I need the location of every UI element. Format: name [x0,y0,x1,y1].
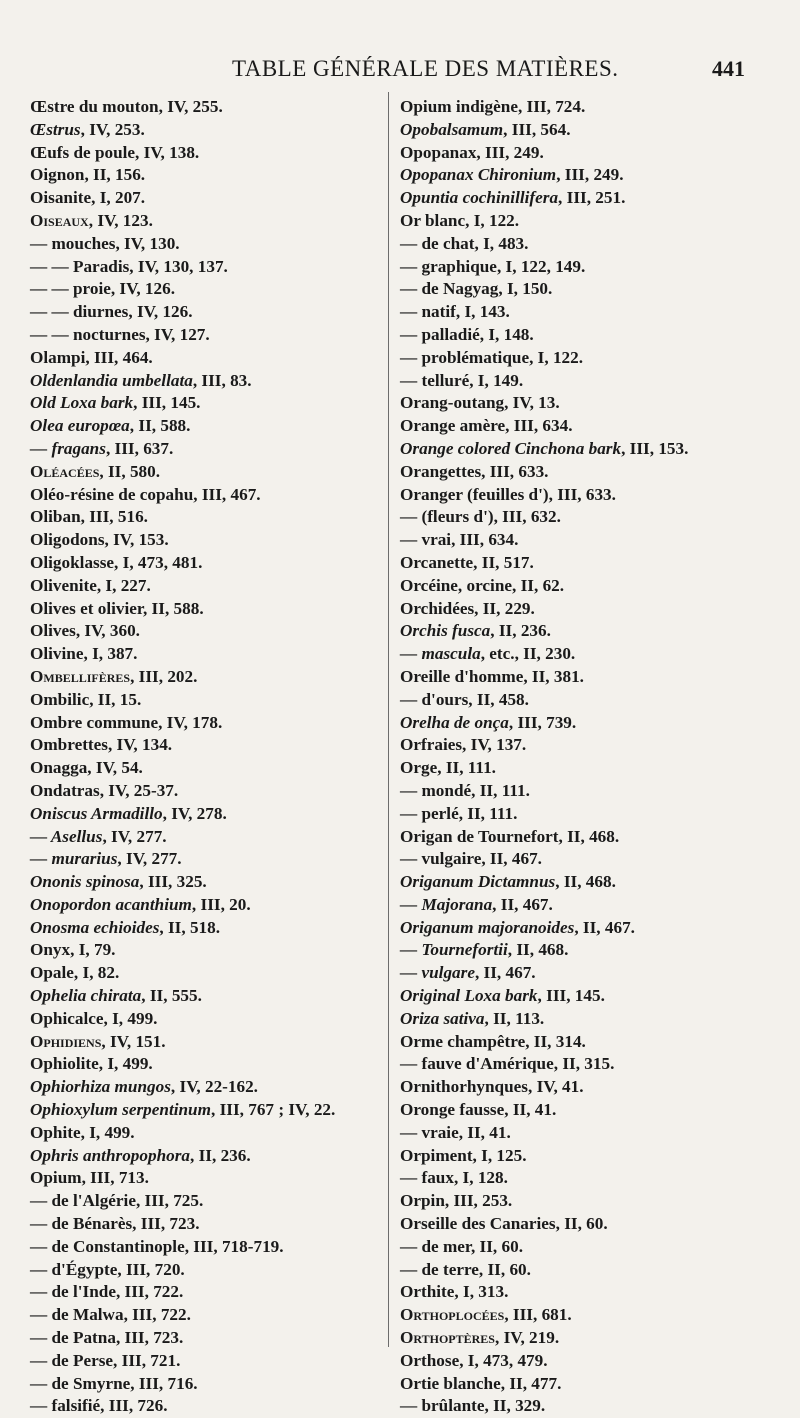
entry-reference: , III, 83. [192,370,252,390]
index-entry: — de l'Inde, III, 722. [30,1282,184,1302]
index-entry: Opium indigène, III, 724. [400,97,586,116]
index-entry [400,1327,700,1350]
entry-reference: , III, 145. [133,393,201,413]
entry-reference: , IV, 151. [101,1031,166,1051]
index-entry: Orang-outang, IV, 13. [400,393,560,413]
entry-reference: , II, 468. [555,872,616,892]
index-entry: Ophite, I, 499. [30,1122,135,1142]
index-entry: — de Bénarès, III, 723. [30,1214,200,1234]
index-entry: Ombrettes, IV, 134. [30,735,173,755]
entry-reference: , III, 739. [508,712,577,732]
right-index-column [400,96,700,1418]
italic-term: Onopordon acanthium [30,894,192,914]
entry-reference: , IV, 277. [102,826,167,846]
small-caps-term: Oléacées [30,461,100,481]
entry-reference: , III, 249. [556,165,624,185]
index-entry: Opale, I, 82. [30,963,120,983]
index-entry [30,848,330,871]
index-entry: Œufs de poule, IV, 138. [30,142,200,162]
index-entry: — brûlante, II, 329. [400,1396,546,1416]
entry-reference: , IV, 277. [117,849,182,869]
index-entry: Olampi, III, 464. [30,347,153,367]
index-entry: Oreille d'homme, II, 381. [400,666,584,686]
small-caps-term: Ombellifères [30,666,131,686]
index-entry: Or blanc, I, 122. [400,210,520,230]
italic-term: Ononis spinosa [30,872,140,892]
index-entry: — de Patna, III, 723. [30,1328,184,1348]
entry-reference: , II, 467. [492,894,553,914]
index-entry [30,871,330,894]
entry-reference: , II, 113. [484,1008,545,1028]
index-entry: — — nocturnes, IV, 127. [30,324,210,344]
index-entry [400,620,700,643]
index-entry: Orpin, III, 253. [400,1191,513,1211]
italic-term: — vulgare [400,963,475,983]
index-entry: Oranger (feuilles d'), III, 633. [400,484,616,504]
index-entry: — — diurnes, IV, 126. [30,302,193,322]
entry-reference: , III, 20. [191,894,251,914]
italic-term: Ophioxylum serpentinum [30,1100,211,1120]
index-entry: Orthite, I, 313. [400,1282,509,1302]
index-entry [30,370,330,393]
index-entry: — telluré, I, 149. [400,370,524,390]
index-entry: — de l'Algérie, III, 725. [30,1191,204,1211]
italic-term: Original Loxa bark [400,986,538,1006]
index-entry: — problématique, I, 122. [400,347,584,367]
index-entry [30,392,330,415]
index-entry: Ophiolite, I, 499. [30,1054,153,1074]
index-entry: Onyx, I, 79. [30,940,116,960]
entry-reference: , II, 467. [474,963,536,983]
italic-term: — Tournefortii [400,940,508,960]
index-entry: — natif, I, 143. [400,302,510,322]
page-header [0,52,800,84]
index-entry [400,187,700,210]
index-entry: Olives et olivier, II, 588. [30,598,204,618]
index-entry [30,1076,330,1099]
index-entry: Ombre commune, IV, 178. [30,712,223,732]
entry-reference: , III, 767 ; IV, 22. [210,1100,336,1120]
index-entry: Oronge fausse, II, 41. [400,1100,557,1120]
index-entry: Ortie blanche, II, 477. [400,1373,562,1393]
index-entry: Orange amère, III, 634. [400,416,573,436]
index-entry [30,666,330,689]
italic-term: — Asellus [30,826,103,846]
italic-term: — Majorana [400,894,493,914]
index-entry: Orcanette, II, 517. [400,552,534,572]
index-entry: — de Constantinople, III, 718-719. [30,1236,284,1256]
entry-reference: , IV, 278. [162,803,227,823]
entry-reference: , II, 467. [574,917,635,937]
entry-reference: , IV, 253. [80,119,145,139]
index-entry: Olivenite, I, 227. [30,575,151,595]
index-entry [30,985,330,1008]
italic-term: — mascula [400,644,481,664]
index-entry: Ombilic, II, 15. [30,689,142,709]
italic-term: Opobalsamum [400,119,504,139]
left-index-column [30,96,336,1418]
index-entry: — fauve d'Amérique, II, 315. [400,1054,615,1074]
index-entry: — vraie, II, 41. [400,1122,511,1142]
italic-term: — murarius [30,849,118,869]
index-entry: Oligodons, IV, 153. [30,530,169,550]
entry-reference: , IV, 22-162. [170,1077,258,1097]
index-entry [30,415,330,438]
italic-term: Orange colored Cinchona bark [400,438,622,458]
italic-term: Old Loxa bark [30,393,134,413]
index-entry [30,1031,330,1054]
index-entry [400,985,700,1008]
index-entry: — de Smyrne, III, 716. [30,1373,198,1393]
page-number: 441 [712,56,745,81]
italic-term: Olea europœa [30,416,130,436]
index-entry: — mondé, II, 111. [400,780,530,800]
entry-reference: , III, 145. [537,986,605,1006]
index-entry: — perlé, II, 111. [400,803,518,823]
entry-reference: , II, 580. [99,461,161,481]
index-entry: Onagga, IV, 54. [30,758,143,778]
index-entry: — d'ours, II, 458. [400,689,529,709]
index-entry: Orme champêtre, II, 314. [400,1031,586,1051]
italic-term: Origanum majoranoides [400,917,575,937]
index-entry [30,917,330,940]
index-entry: Oisanite, I, 207. [30,188,146,208]
index-entry: — faux, I, 128. [400,1168,508,1188]
index-entry: Orangettes, III, 633. [400,461,549,481]
italic-term: Ophelia chirata [30,986,142,1006]
entry-reference: , II, 588. [129,416,191,436]
index-entry: Ondatras, IV, 25-37. [30,780,179,800]
index-entry [400,712,700,735]
italic-term: Orelha de onça [400,712,509,732]
italic-term: Opuntia cochinillifera [400,188,559,208]
italic-term: Origanum Dictamnus [400,872,556,892]
index-entry: Opium, III, 713. [30,1168,149,1188]
entry-reference: , IV, 219. [494,1328,560,1348]
index-entry: — palladié, I, 148. [400,324,534,344]
index-entry: Oignon, II, 156. [30,165,146,185]
entry-reference: , III, 681. [504,1305,572,1325]
entry-reference: , III, 325. [139,872,207,892]
index-entry: — vulgaire, II, 467. [400,849,542,869]
index-entry [400,643,700,666]
column-divider [388,92,389,1347]
index-entry: Orcéine, orcine, II, 62. [400,575,565,595]
index-entry [30,119,330,142]
italic-term: — fragans [30,438,106,458]
italic-term: Orchis fusca [400,621,491,641]
index-entry [400,962,700,985]
index-entry [30,210,330,233]
index-entry: Œstre du mouton, IV, 255. [30,97,223,116]
index-entry: Oligoklasse, I, 473, 481. [30,552,203,572]
index-entry [400,438,700,461]
entry-reference: , III, 202. [130,666,198,686]
index-entry [400,871,700,894]
index-entry: — falsifié, III, 726. [30,1396,168,1416]
index-entry [400,894,700,917]
italic-term: Onosma echioides [30,917,160,937]
index-entry [30,803,330,826]
entry-reference: , IV, 123. [88,210,153,230]
entry-reference: , II, 555. [141,986,202,1006]
italic-term: Opopanax Chironium [400,165,557,185]
index-entry [30,894,330,917]
index-entry: — d'Égypte, III, 720. [30,1259,185,1279]
index-entry: Opopanax, III, 249. [400,142,544,162]
index-entry [30,461,330,484]
entry-reference: , III, 564. [503,119,571,139]
small-caps-term: Orthoplocées [400,1305,505,1325]
entry-reference: , II, 236. [490,621,551,641]
index-entry [400,917,700,940]
index-entry: — — Paradis, IV, 130, 137. [30,256,228,276]
index-entry: — graphique, I, 122, 149. [400,256,586,276]
entry-reference: , II, 236. [190,1145,251,1165]
small-caps-term: Oiseaux [30,210,89,230]
index-entry [30,1145,330,1168]
index-entry: — de Perse, III, 721. [30,1350,181,1370]
index-entry: Olivine, I, 387. [30,644,138,664]
italic-term: Oniscus Armadillo [30,803,163,823]
italic-term: Ophris anthropophora [30,1145,190,1165]
small-caps-term: Ophidiens [30,1031,102,1051]
small-caps-term: Orthoptères [400,1328,495,1348]
index-entry [400,1304,700,1327]
index-entry [30,438,330,461]
index-entry [400,1008,700,1031]
index-entry [400,164,700,187]
index-entry [30,1099,336,1122]
index-entry: Orge, II, 111. [400,758,496,778]
index-entry: — (fleurs d'), III, 632. [400,507,561,527]
index-entry: Orpiment, I, 125. [400,1145,527,1165]
index-entry: — de chat, I, 483. [400,233,529,253]
entry-reference: , III, 153. [621,438,689,458]
index-entry: Ornithorhynques, IV, 41. [400,1077,584,1097]
index-entry [400,119,700,142]
index-entry: — de Malwa, III, 722. [30,1305,191,1325]
italic-term: Oriza sativa [400,1008,485,1028]
index-entry: — de mer, II, 60. [400,1236,524,1256]
index-entry: — de Nagyag, I, 150. [400,279,553,299]
entry-reference: , III, 637. [105,438,174,458]
index-entry: — de terre, II, 60. [400,1259,531,1279]
index-entry: — vrai, III, 634. [400,530,519,550]
index-entry: Orthose, I, 473, 479. [400,1350,548,1370]
index-entry: — — proie, IV, 126. [30,279,175,299]
running-title: TABLE GÉNÉRALE DES MATIÈRES. [232,56,619,81]
index-entry: Oliban, III, 516. [30,507,148,527]
index-entry: Orseille des Canaries, II, 60. [400,1214,608,1234]
index-entry: Ophicalce, I, 499. [30,1008,158,1028]
entry-reference: , II, 468. [507,940,569,960]
entry-reference: , II, 518. [159,917,221,937]
italic-term: Ophiorhiza mungos [30,1077,171,1097]
index-entry: Origan de Tournefort, II, 468. [400,826,620,846]
index-entry: Orfraies, IV, 137. [400,735,527,755]
index-entry [30,826,330,849]
index-entry: Olives, IV, 360. [30,621,140,641]
index-entry: Orchidées, II, 229. [400,598,535,618]
entry-reference: , III, 251. [558,188,626,208]
entry-reference: , etc., II, 230. [480,644,576,664]
index-entry [400,939,700,962]
index-entry: — mouches, IV, 130. [30,233,180,253]
index-entry: Oléo-résine de copahu, III, 467. [30,484,261,504]
italic-term: Œstrus [30,119,81,139]
italic-term: Oldenlandia umbellata [30,370,193,390]
